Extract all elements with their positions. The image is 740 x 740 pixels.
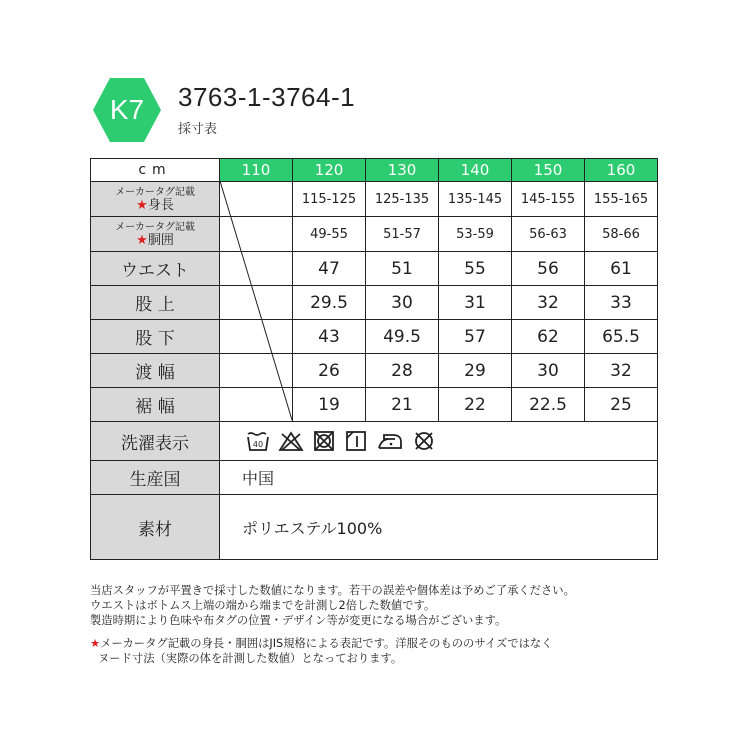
row-label-waist-tag	[91, 217, 220, 252]
table-row	[91, 388, 658, 422]
svg-text:40: 40	[252, 440, 264, 449]
table-cell: 26	[293, 354, 366, 388]
product-code: 3763-1-3764-1	[178, 82, 356, 112]
table-cell: 62	[512, 320, 585, 354]
row-label: 裾 幅	[91, 388, 220, 422]
table-cell: 49-55	[293, 217, 366, 252]
size-header: 130	[366, 159, 439, 182]
row-label: 股 下	[91, 320, 220, 354]
size-header: 110	[220, 159, 293, 182]
table-cell: 22	[439, 388, 512, 422]
unit-cell: cm	[91, 159, 220, 182]
empty-cell	[220, 388, 293, 422]
waist-tag-label: 胴囲	[147, 233, 174, 248]
row-label: 素材	[91, 495, 220, 560]
table-cell: 53-59	[439, 217, 512, 252]
table-cell: 31	[439, 286, 512, 320]
table-cell: 30	[512, 354, 585, 388]
star-mark: ★	[90, 637, 101, 650]
note-line: 当店スタッフが平置きで採寸した数値になります。若干の誤差や個体差は予めご了承ください。	[90, 584, 575, 597]
row-label: 生産国	[91, 461, 220, 495]
empty-cell	[220, 182, 293, 217]
note-line: ウエストはボトムス上端の端から端までを計測し2倍した数値です。	[90, 599, 436, 612]
row-label: 渡 幅	[91, 354, 220, 388]
notes	[90, 583, 575, 666]
table-cell: 51-57	[366, 217, 439, 252]
table-cell: 49.5	[366, 320, 439, 354]
badge-label: K7	[109, 94, 145, 125]
size-header: 120	[293, 159, 366, 182]
wash-40-icon	[246, 430, 270, 452]
table-cell: 22.5	[512, 388, 585, 422]
origin-value: 中国	[220, 461, 658, 495]
no-bleach-icon	[278, 430, 304, 452]
table-cell: 43	[293, 320, 366, 354]
wash-symbols-cell	[220, 422, 658, 461]
iron-low-icon	[376, 430, 404, 452]
row-label-height	[91, 182, 220, 217]
empty-cell	[220, 354, 293, 388]
no-tumble-dry-icon	[312, 430, 336, 452]
empty-cell	[220, 252, 293, 286]
table-cell: 21	[366, 388, 439, 422]
star-mark: ★	[136, 233, 148, 248]
table-row	[91, 217, 658, 252]
table-row-origin	[91, 461, 658, 495]
table-cell: 56	[512, 252, 585, 286]
empty-cell	[220, 286, 293, 320]
table-cell: 55	[439, 252, 512, 286]
maker-tag-label: メーカータグ記載	[115, 222, 195, 233]
note-line-jis: ★メーカータグ記載の身長・胴囲はJIS規格による表記です。洋服そのもののサイズではなく	[90, 637, 553, 650]
table-cell: 65.5	[585, 320, 658, 354]
empty-cell	[220, 217, 293, 252]
material-value: ポリエステル100%	[220, 495, 658, 560]
size-header: 150	[512, 159, 585, 182]
table-cell: 58-66	[585, 217, 658, 252]
table-cell: 57	[439, 320, 512, 354]
size-header: 160	[585, 159, 658, 182]
table-cell: 56-63	[512, 217, 585, 252]
table-cell: 28	[366, 354, 439, 388]
table-row-wash	[91, 422, 658, 461]
table-row	[91, 320, 658, 354]
empty-cell	[220, 320, 293, 354]
note-line: ヌード寸法（実際の体を計測した数値）となっております。	[98, 652, 403, 665]
no-dry-clean-icon	[412, 430, 436, 452]
note-line: 製造時期により色味や布タグの位置・デザイン等が変更になる場合がございます。	[90, 614, 507, 627]
table-cell: 145-155	[512, 182, 585, 217]
row-label: 洗濯表示	[91, 422, 220, 461]
table-cell: 29	[439, 354, 512, 388]
size-table	[90, 158, 658, 560]
table-cell: 19	[293, 388, 366, 422]
table-cell: 51	[366, 252, 439, 286]
table-cell: 47	[293, 252, 366, 286]
table-cell: 32	[585, 354, 658, 388]
table-row-material	[91, 495, 658, 560]
table-cell: 32	[512, 286, 585, 320]
table-cell: 33	[585, 286, 658, 320]
table-row	[91, 286, 658, 320]
table-cell: 115-125	[293, 182, 366, 217]
table-cell: 29.5	[293, 286, 366, 320]
table-cell: 135-145	[439, 182, 512, 217]
star-mark: ★	[136, 198, 148, 213]
table-row	[91, 182, 658, 217]
row-label: 股 上	[91, 286, 220, 320]
table-cell: 125-135	[366, 182, 439, 217]
size-header: 140	[439, 159, 512, 182]
table-row	[91, 252, 658, 286]
row-label: ウエスト	[91, 252, 220, 286]
table-cell: 30	[366, 286, 439, 320]
page-subtitle: 採寸表	[178, 122, 218, 137]
table-cell: 155-165	[585, 182, 658, 217]
size-header-row	[91, 159, 658, 182]
table-row	[91, 354, 658, 388]
maker-tag-label: メーカータグ記載	[115, 187, 195, 198]
height-label: 身長	[147, 198, 174, 213]
table-cell: 61	[585, 252, 658, 286]
table-cell: 25	[585, 388, 658, 422]
line-dry-shade-icon	[344, 430, 368, 452]
